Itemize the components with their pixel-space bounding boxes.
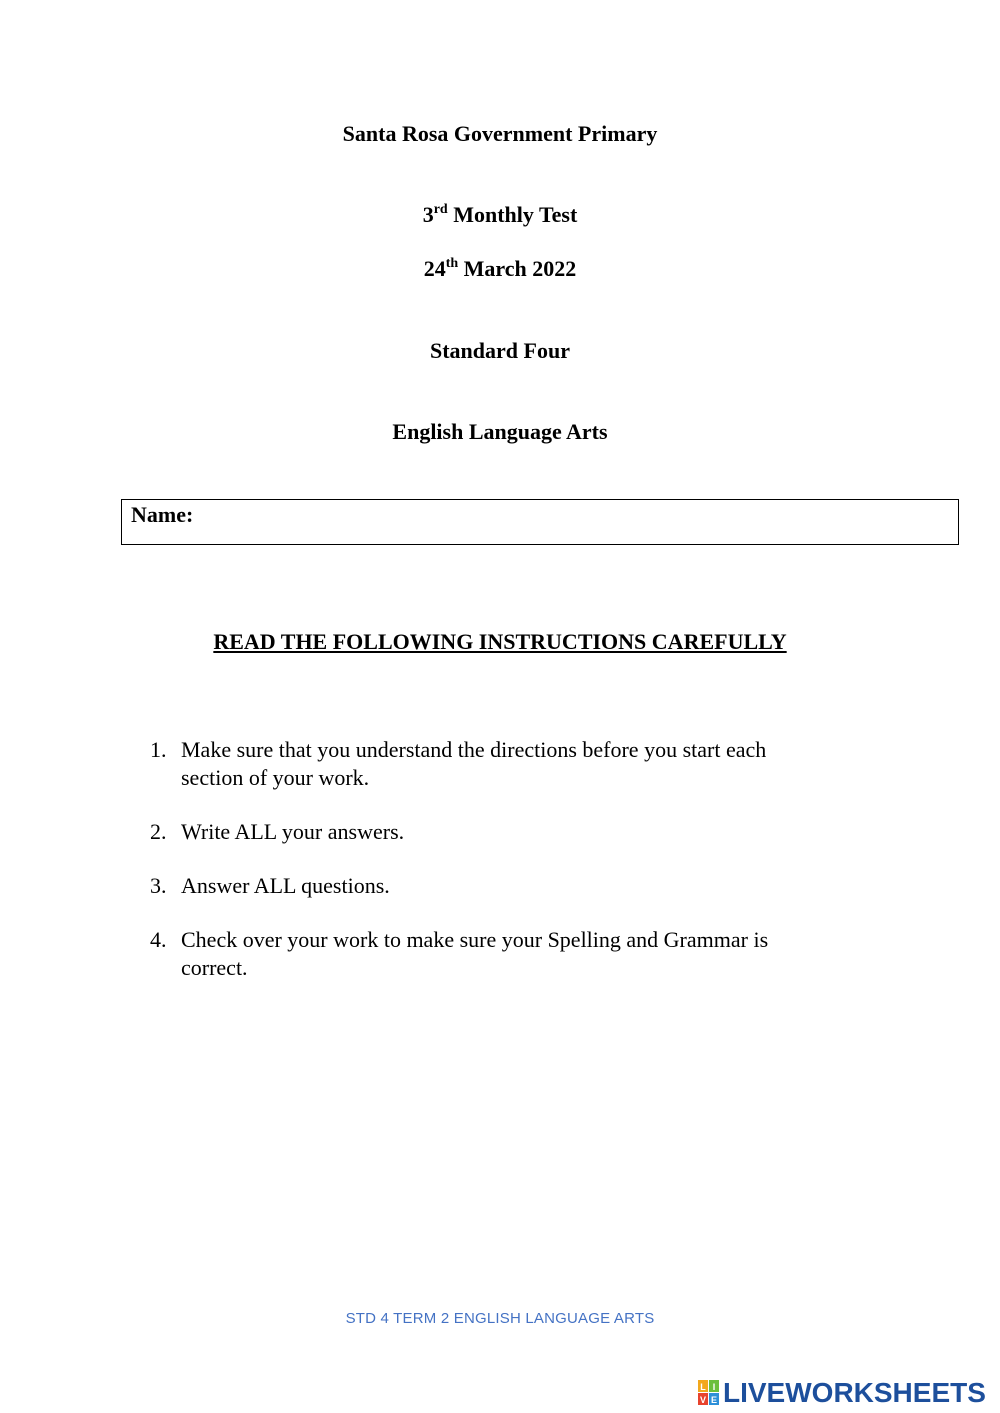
liveworksheets-logo[interactable] (698, 1378, 986, 1408)
instruction-text: Make sure that you understand the directions before you start each section of your work. (181, 737, 767, 790)
test-label: Monthly Test (447, 202, 578, 227)
name-field-box[interactable] (121, 499, 959, 545)
date-ordinal-suffix: th (445, 255, 459, 271)
name-label: Name: (131, 502, 194, 527)
test-ordinal-suffix: rd (433, 201, 448, 217)
instruction-number: 4. (150, 927, 167, 952)
instruction-text: Check over your work to make sure your Spelling and Grammar is correct. (181, 927, 769, 980)
instruction-item (150, 926, 830, 982)
instruction-item (150, 736, 830, 792)
instruction-item (150, 872, 830, 900)
test-date (0, 256, 1000, 282)
school-name: Santa Rosa Government Primary (342, 121, 658, 146)
instructions-heading: READ THE FOLLOWING INSTRUCTIONS CAREFULLY (213, 629, 787, 654)
test-number: 3 (422, 202, 434, 227)
subject-title: English Language Arts (392, 419, 608, 444)
instruction-text: Answer ALL questions. (181, 873, 390, 898)
test-title (0, 202, 1000, 228)
instruction-number: 1. (150, 737, 167, 762)
instruction-item (150, 818, 830, 846)
standard-level: Standard Four (430, 338, 570, 363)
svg-text:V: V (699, 1395, 707, 1405)
svg-text:E: E (710, 1395, 718, 1405)
date-day: 24 (423, 256, 446, 281)
instruction-text: Write ALL your answers. (181, 819, 405, 844)
date-month-year: March 2022 (458, 256, 577, 281)
instruction-number: 3. (150, 873, 167, 898)
svg-text:I: I (712, 1382, 716, 1392)
instructions-list (150, 736, 830, 1008)
liveworksheets-mark-icon (698, 1380, 720, 1406)
svg-text:L: L (700, 1382, 706, 1392)
liveworksheets-logo-text: LIVEWORKSHEETS (723, 1377, 986, 1408)
page-footer: STD 4 TERM 2 ENGLISH LANGUAGE ARTS (345, 1310, 655, 1327)
instruction-number: 2. (150, 819, 167, 844)
